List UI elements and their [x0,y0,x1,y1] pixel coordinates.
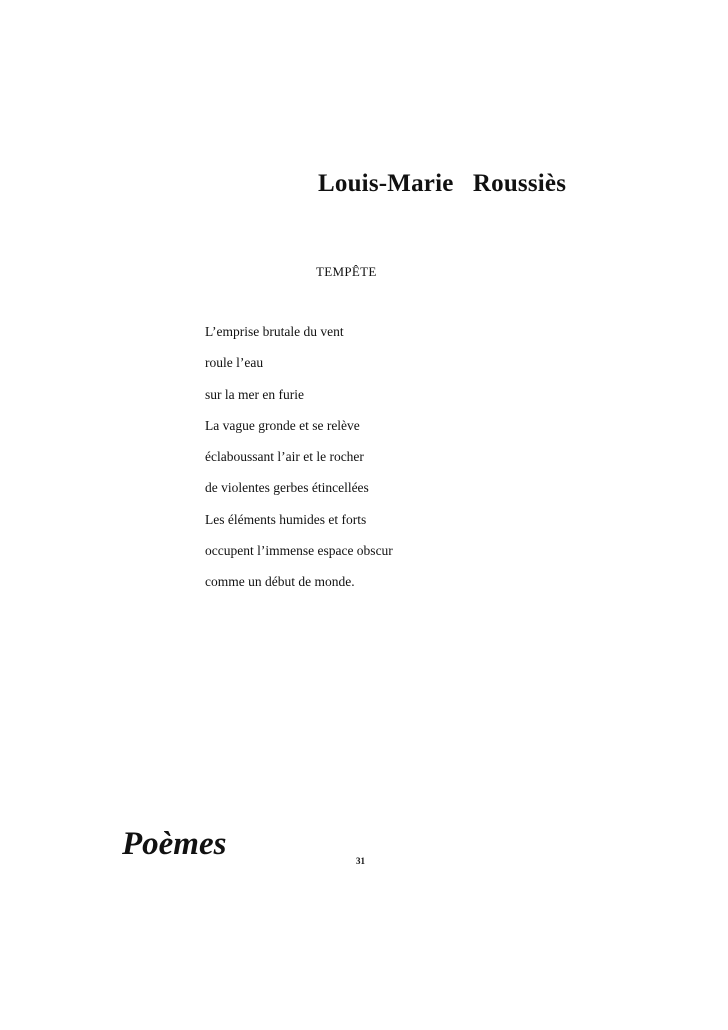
verse-line: occupent l’immense espace obscur [205,543,393,559]
verse-line: sur la mer en furie [205,386,304,402]
verse-line: roule l’eau [205,355,264,371]
collection-title: Poèmes [122,826,227,862]
verse-line: Les éléments humides et forts [205,511,367,527]
verse-line: éclaboussant l’air et le rocher [205,449,364,465]
poem-title: TEMPÊTE [316,264,377,279]
verse-line: comme un début de monde. [205,574,355,590]
verse-line: L’emprise brutale du vent [205,324,344,339]
page-number: 31 [356,856,365,866]
verse-line: de violentes gerbes étincellées [205,480,369,496]
verse-line: La vague gronde et se relève [205,417,360,433]
poem-body [205,322,393,604]
author-name: Louis-Marie Roussiès [318,170,567,197]
